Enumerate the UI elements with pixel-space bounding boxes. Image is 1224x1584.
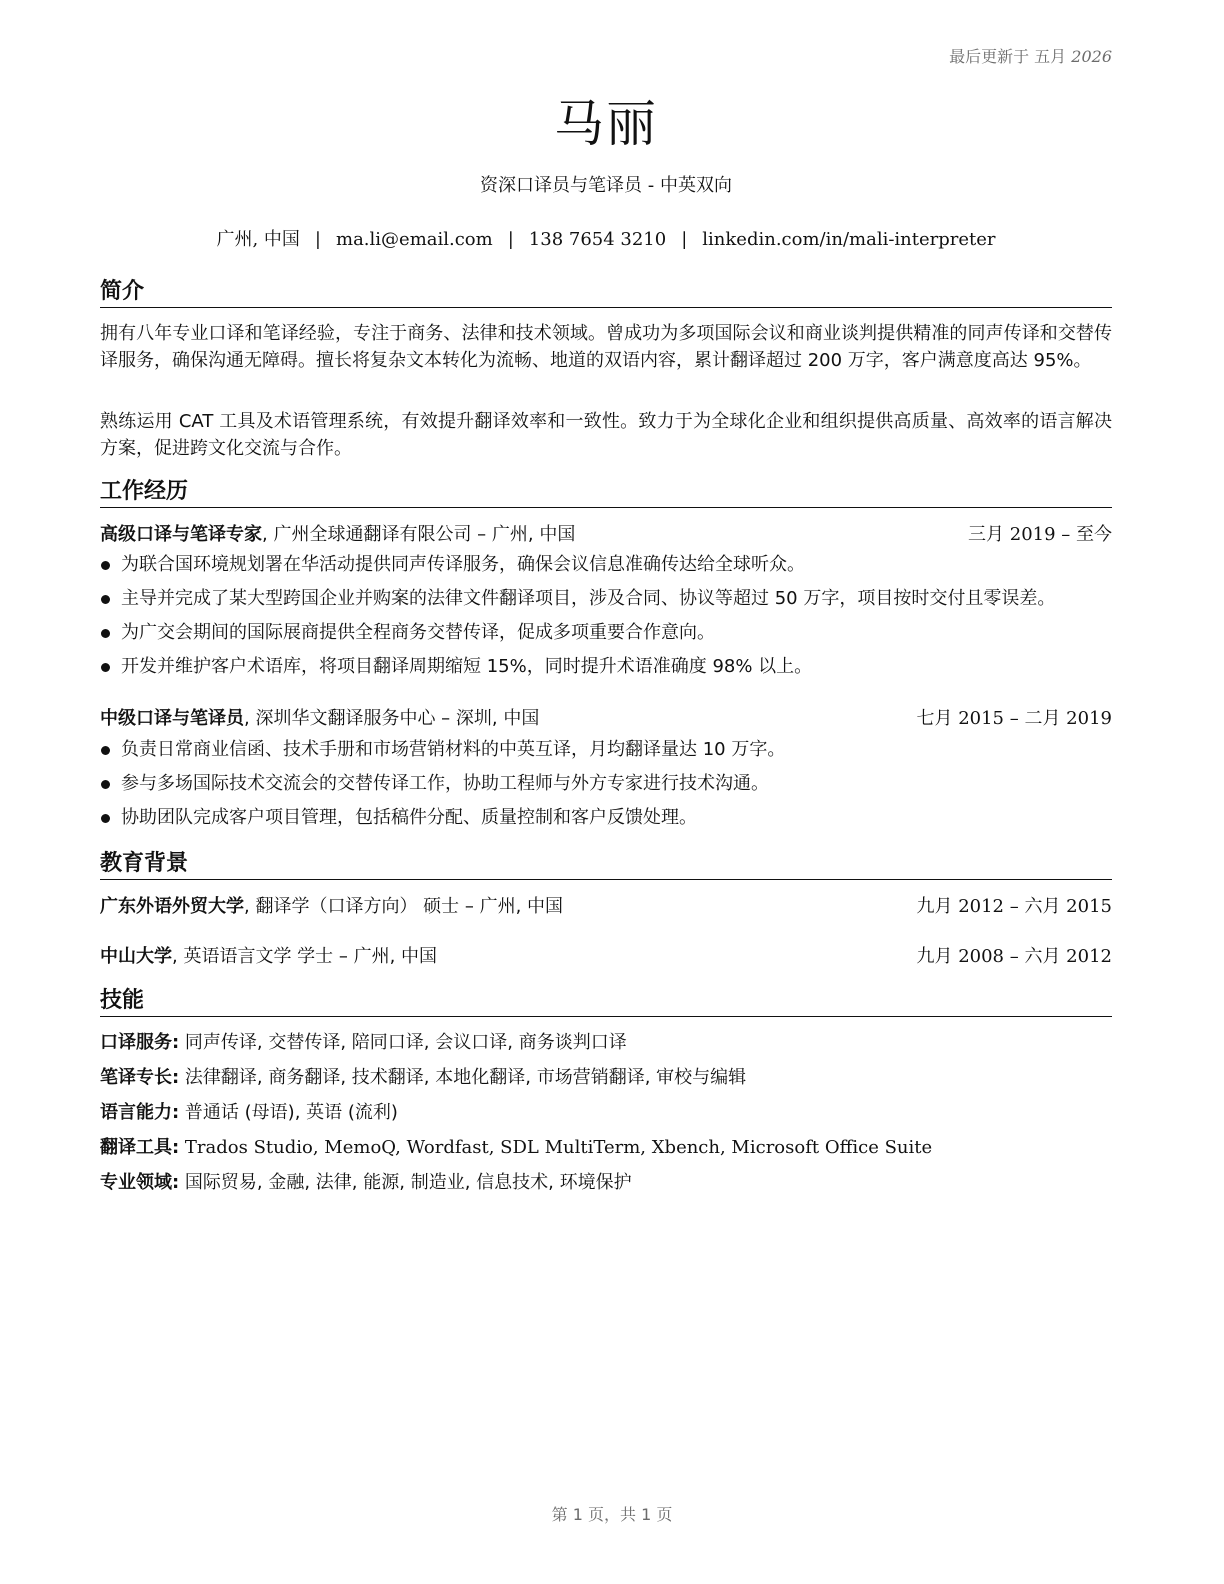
contact-location: 广州, 中国 <box>216 229 300 250</box>
candidate-name: 马丽 <box>554 95 658 153</box>
degree-detail: , 英语语言文学 学士 – 广州, 中国 <box>172 946 438 967</box>
skill-row <box>100 1031 1112 1055</box>
job-org: , 广州全球通翻译有限公司 – 广州, 中国 <box>262 524 576 545</box>
contact-separator: | <box>681 229 688 250</box>
education-item <box>100 895 1112 919</box>
degree-detail: , 翻译学（口译方向） 硕士 – 广州, 中国 <box>244 896 564 917</box>
job-header <box>100 523 1112 547</box>
list-item: 主导并完成了某大型跨国企业并购案的法律文件翻译项目，涉及合同、协议等超过 50 万字，项目按时交付且零误差。 <box>100 582 1112 616</box>
contact-separator: | <box>314 229 321 250</box>
list-item: 参与多场国际技术交流会的交替传译工作，协助工程师与外方专家进行技术沟通。 <box>100 767 1112 801</box>
skill-label: 语言能力: <box>100 1102 180 1123</box>
skill-value: 普通话 (母语), 英语 (流利) <box>179 1102 398 1123</box>
section-heading-experience: 工作经历 <box>100 477 1112 508</box>
skill-label: 专业领域: <box>100 1172 180 1193</box>
skill-label: 笔译专长: <box>100 1067 180 1088</box>
last-updated-label: 最后更新于 五月 <box>949 47 1067 66</box>
skill-label: 翻译工具: <box>100 1137 180 1158</box>
job-dates: 三月 2019 – 至今 <box>968 524 1112 545</box>
resume-page <box>100 0 1112 1584</box>
school-name: 中山大学 <box>100 946 172 967</box>
skill-value: 法律翻译, 商务翻译, 技术翻译, 本地化翻译, 市场营销翻译, 审校与编辑 <box>179 1067 747 1088</box>
candidate-headline: 资深口译员与笔译员 - 中英双向 <box>480 175 732 196</box>
skill-value: 同声传译, 交替传译, 陪同口译, 会议口译, 商务谈判口译 <box>179 1032 627 1053</box>
school-name: 广东外语外贸大学 <box>100 896 244 917</box>
education-dates: 九月 2008 – 六月 2012 <box>916 946 1112 967</box>
list-item: 协助团队完成客户项目管理，包括稿件分配、质量控制和客户反馈处理。 <box>100 801 1112 835</box>
skill-value: 国际贸易, 金融, 法律, 能源, 制造业, 信息技术, 环境保护 <box>179 1172 632 1193</box>
job-title: 中级口译与笔译员 <box>100 708 244 729</box>
last-updated <box>949 44 1112 67</box>
contact-line <box>100 225 1112 251</box>
list-item: 为广交会期间的国际展商提供全程商务交替传译，促成多项重要合作意向。 <box>100 616 1112 650</box>
skill-row <box>100 1066 1112 1090</box>
skill-row <box>100 1136 1112 1160</box>
section-heading-skills: 技能 <box>100 986 1112 1017</box>
list-item: 为联合国环境规划署在华活动提供同声传译服务，确保会议信息准确传达给全球听众。 <box>100 548 1112 582</box>
contact-email[interactable]: ma.li@email.com <box>336 229 493 250</box>
skill-label: 口译服务: <box>100 1032 180 1053</box>
job-header <box>100 707 1112 731</box>
job-org: , 深圳华文翻译服务中心 – 深圳, 中国 <box>244 708 540 729</box>
education-dates: 九月 2012 – 六月 2015 <box>916 896 1112 917</box>
job-bullets <box>100 733 1112 835</box>
contact-separator: | <box>507 229 514 250</box>
skill-value: Trados Studio, MemoQ, Wordfast, SDL MultiTerm, Xbench, Microsoft Office Suite <box>179 1137 933 1158</box>
contact-phone: 138 7654 3210 <box>528 229 667 250</box>
page-footer: 第 1 页，共 1 页 <box>551 1505 673 1524</box>
skill-row <box>100 1101 1112 1125</box>
section-heading-education: 教育背景 <box>100 849 1112 880</box>
contact-linkedin[interactable]: linkedin.com/in/mali-interpreter <box>702 229 996 250</box>
summary-paragraph: 拥有八年专业口译和笔译经验，专注于商务、法律和技术领域。曾成功为多项国际会议和商业谈判提供精准的同声传译和交替传译服务，确保沟通无障碍。擅长将复杂文本转化为流畅、地道的双语内容，累计翻译超过 200 万字，客户满意度高达 95%。 <box>100 323 1112 371</box>
list-item: 负责日常商业信函、技术手册和市场营销材料的中英互译，月均翻译量达 10 万字。 <box>100 733 1112 767</box>
last-updated-year: 2026 <box>1071 47 1112 66</box>
section-heading-summary: 简介 <box>100 277 1112 308</box>
education-item <box>100 945 1112 969</box>
list-item: 开发并维护客户术语库，将项目翻译周期缩短 15%，同时提升术语准确度 98% 以上。 <box>100 650 1112 684</box>
job-bullets <box>100 548 1112 684</box>
job-title: 高级口译与笔译专家 <box>100 524 262 545</box>
summary-paragraph: 熟练运用 CAT 工具及术语管理系统，有效提升翻译效率和一致性。致力于为全球化企业和组织提供高质量、高效率的语言解决方案，促进跨文化交流与合作。 <box>100 411 1112 459</box>
job-dates: 七月 2015 – 二月 2019 <box>916 708 1112 729</box>
skill-row <box>100 1171 1112 1195</box>
